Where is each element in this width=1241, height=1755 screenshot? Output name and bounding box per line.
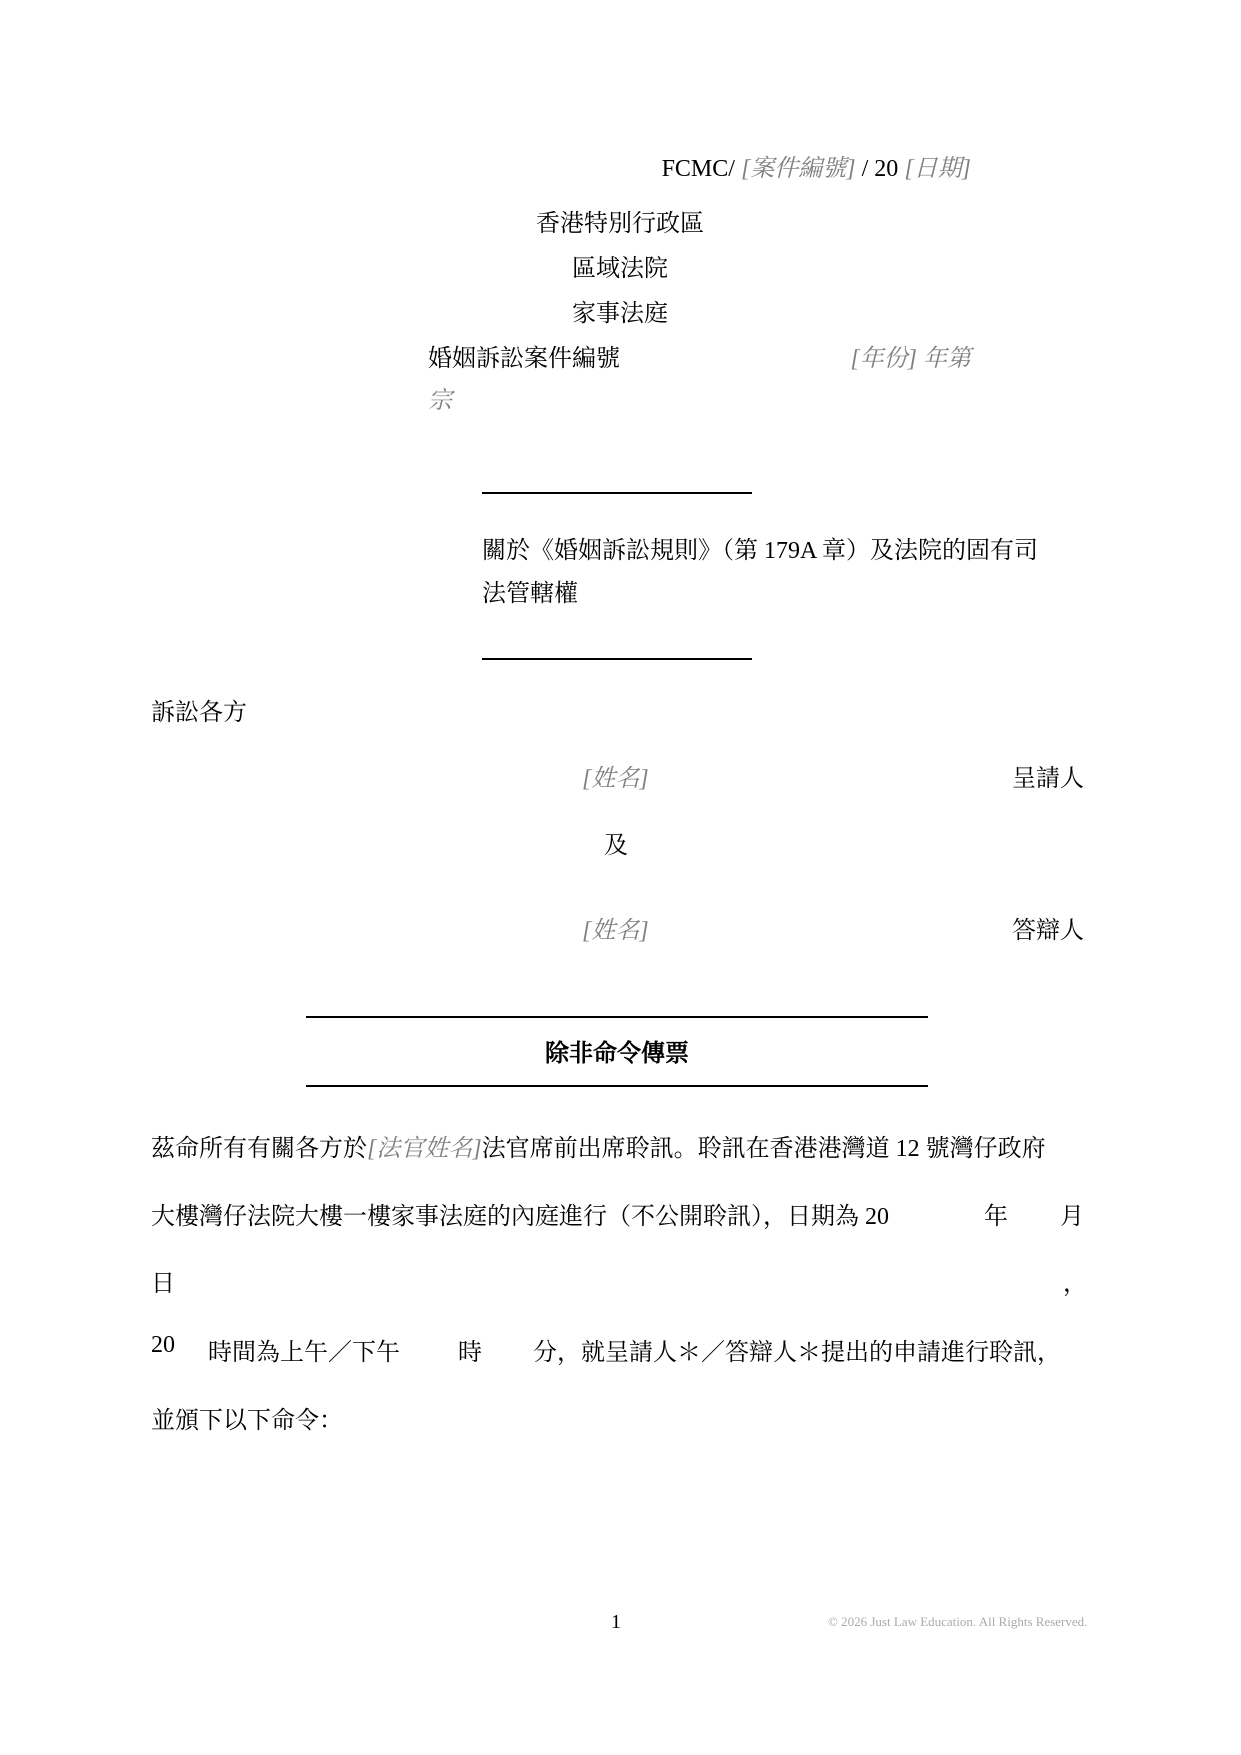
comma: ， <box>1063 1271 1087 1297</box>
time-label: 時間為上午／下午 <box>208 1340 400 1366</box>
respondent-role: 答辯人 <box>1012 918 1084 944</box>
title-bottom-rule <box>306 1085 928 1087</box>
court-division: 家事法庭 <box>572 301 668 327</box>
case-reference <box>662 148 971 183</box>
case-suffix: 宗 <box>428 388 452 414</box>
case-number-placeholder: [案件編號] <box>740 156 856 182</box>
body-line-1 <box>151 1128 1046 1163</box>
title-top-rule <box>306 1016 928 1018</box>
day-label: 日 <box>151 1271 175 1297</box>
case-year-prefix: / 20 <box>861 156 905 182</box>
body-line-5: 並頒下以下命令： <box>151 1408 343 1434</box>
matter-line-2: 法管轄權 <box>482 581 578 607</box>
copyright-notice: © 2026 Just Law Education. All Rights Reserved. <box>828 1614 1088 1629</box>
year-label: 年 <box>984 1204 1008 1230</box>
body-line-2: 大樓灣仔法院大樓一樓家事法庭的內庭進行（不公開聆訊），日期為 20 <box>151 1204 889 1230</box>
month-label: 月 <box>1060 1204 1084 1230</box>
respondent-name-placeholder: [姓名] <box>582 918 649 944</box>
case-prefix: FCMC/ <box>661 156 735 182</box>
and-conjunction: 及 <box>604 833 628 859</box>
body-line-4: 分，就呈請人＊／答辯人＊提出的申請進行聆訊， <box>533 1340 1061 1366</box>
parties-heading: 訴訟各方 <box>151 700 247 726</box>
body-text: 茲命所有有關各方於 <box>151 1136 367 1162</box>
matter-line-1: 關於《婚姻訴訟規則》（第 179A 章）及法院的固有司 <box>482 538 1039 564</box>
petitioner-name-placeholder: [姓名] <box>582 766 649 792</box>
divider-line <box>482 492 752 494</box>
case-type-label: 婚姻訴訟案件編號 <box>428 346 620 372</box>
judge-name-placeholder: [法官姓名] <box>367 1136 482 1162</box>
document-title: 除非命令傳票 <box>545 1041 689 1067</box>
petitioner-role: 呈請人 <box>1012 766 1084 792</box>
court-name: 區域法院 <box>572 256 668 282</box>
year-placeholder: [年份] 年第 <box>850 346 971 372</box>
hour-label: 時 <box>458 1340 482 1366</box>
divider-line <box>482 658 752 660</box>
body-text: 法官席前出席聆訊。聆訊在香港港灣道 12 號灣仔政府 <box>481 1136 1046 1162</box>
court-region: 香港特別行政區 <box>536 211 704 237</box>
page-number: 1 <box>611 1611 621 1633</box>
date-placeholder: [日期] <box>904 156 971 182</box>
body-year-20: 20 <box>151 1332 175 1358</box>
